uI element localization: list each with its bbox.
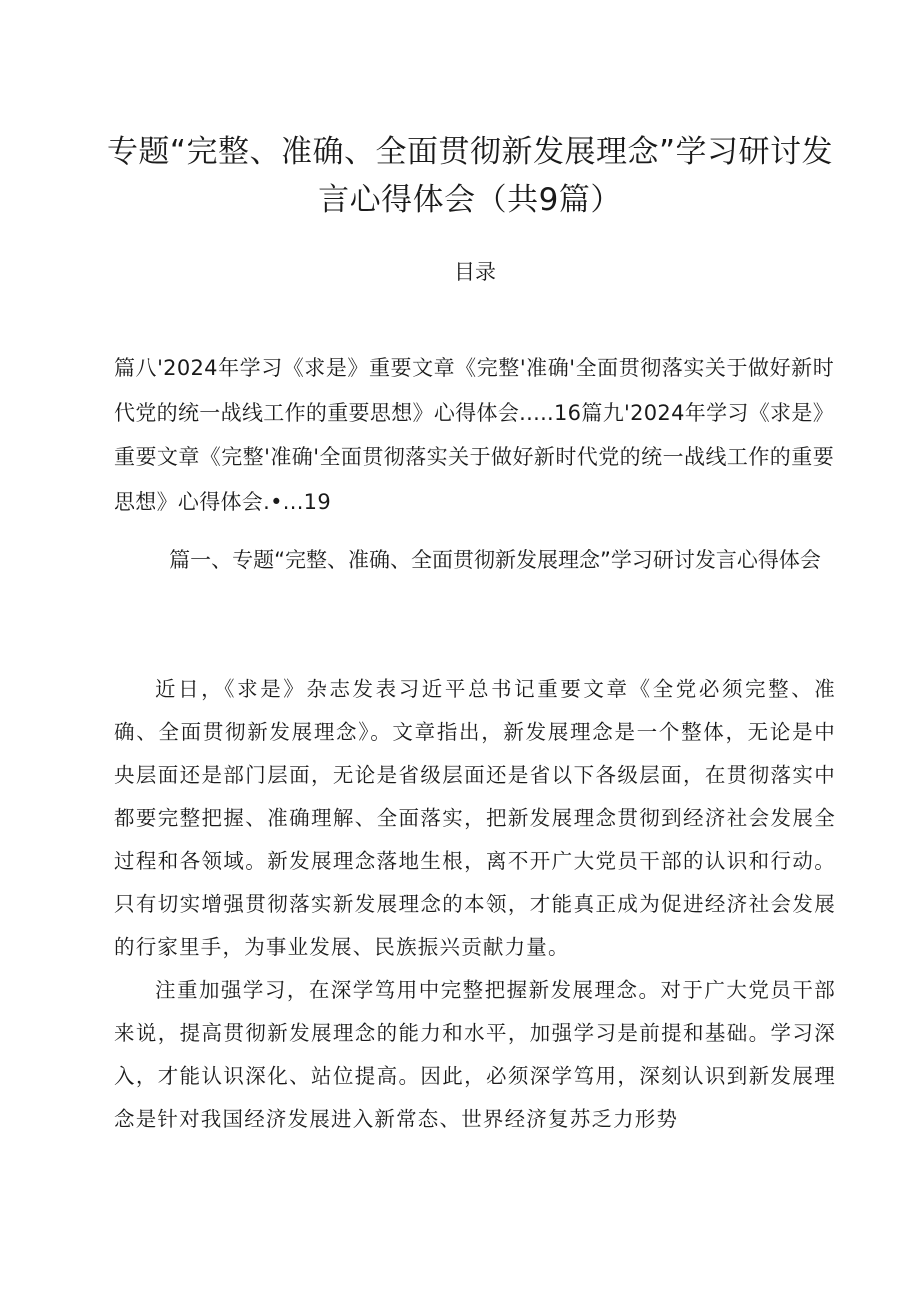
toc-entries: 篇八'2024年学习《求是》重要文章《完整'准确'全面贯彻落实关于做好新时代党的统一战线工作的重要思想》心得体会.....16篇九'2024年学习《求是》重要文章《完整'准确'全面贯彻落实关于做好新时代党的统一战线工作的重要思想》心得体会.•...19 bbox=[114, 356, 834, 514]
paragraph: 近日，《求是》杂志发表习近平总书记重要文章《全党必须完整、准确、全面贯彻新发展理念》。文章指出，新发展理念是一个整体，无论是中央层面还是部门层面，无论是省级层面还是省以下各级层面，在贯彻落实中都要完整把握、准确理解、全面落实，把新发展理念贯彻到经济社会发展全过程和各领域。新发展理念落地生根，离不开广大党员干部的认识和行动。只有切实增强贯彻落实新发展理念的本领，才能真正成为促进经济社会发展的行家里手，为事业发展、民族振兴贡献力量。 bbox=[114, 677, 836, 959]
paragraph: 注重加强学习，在深学笃用中完整把握新发展理念。对于广大党员干部来说，提高贯彻新发展理念的能力和水平，加强学习是前提和基础。学习深入，才能认识深化、站位提高。因此，必须深学笃用，深刻认识到新发展理念是针对我国经济发展进入新常态、世界经济复苏乏力形势 bbox=[114, 978, 836, 1131]
section-title: 篇一、专题“完整、准确、全面贯彻新发展理念”学习研讨发言心得体会 bbox=[169, 548, 821, 572]
document-title: 专题“完整、准确、全面贯彻新发展理念”学习研讨发言心得体会（共9篇） bbox=[106, 134, 834, 218]
body-text bbox=[114, 668, 836, 1141]
toc-heading: 目录 bbox=[454, 260, 496, 284]
